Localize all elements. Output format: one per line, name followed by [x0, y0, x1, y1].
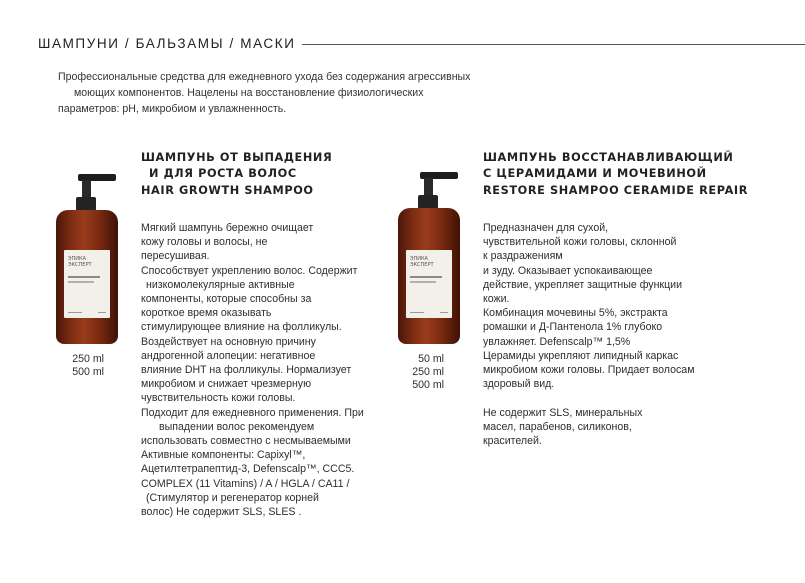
- desc-line: выпадении волос рекомендуем: [159, 420, 315, 433]
- desc-line: красителей.: [483, 435, 542, 448]
- product-description: [483, 221, 728, 448]
- product-description: [141, 221, 386, 519]
- desc-line: использовать совместно с несмываемыми: [141, 435, 351, 448]
- volume-option: 500 ml: [412, 379, 444, 391]
- volume-option: 50 ml: [418, 353, 444, 365]
- product-title: [483, 150, 748, 199]
- desc-line: чувствительной кожи головы, склонной: [483, 236, 677, 249]
- desc-line: низкомолекулярные активные: [146, 278, 295, 291]
- desc-line: чувствительность кожи головы.: [141, 392, 296, 405]
- desc-line: компоненты, которые способны за: [141, 293, 312, 306]
- desc-line: [483, 391, 728, 405]
- desc-line: увлажняет. Defenscalp™ 1,5%: [483, 335, 631, 348]
- intro-line: Профессиональные средства для ежедневного ухода без содержания агрессивных: [58, 71, 471, 83]
- volume-option: 250 ml: [412, 366, 444, 378]
- desc-line: андрогенной алопеции: негативное: [141, 349, 316, 362]
- desc-line: кожи.: [483, 293, 510, 306]
- desc-line: микробиом кожи головы. Придает волосам: [483, 364, 695, 377]
- volume-list: [388, 353, 444, 392]
- desc-line: Комбинация мочевины 5%, экстракта: [483, 307, 668, 320]
- desc-line: действие, укрепляет защитные функции: [483, 278, 682, 291]
- desc-line: масел, парабенов, силиконов,: [483, 420, 632, 433]
- desc-line: кожу головы и волосы, не: [141, 236, 268, 249]
- desc-line: Мягкий шампунь бережно очищает: [141, 222, 314, 234]
- product-title-line: С ЦЕРАМИДАМИ И МОЧЕВИНОЙ: [483, 167, 707, 181]
- desc-line: Подходит для ежедневного применения. При: [141, 406, 364, 419]
- desc-line: Ацетилтетрапептид-3, Defenscalp™, ССС5.: [141, 463, 355, 476]
- bottle-label: ЭПИКА ЭКСПЕРТ: [410, 256, 434, 268]
- desc-line: Способствует укреплению волос. Содержит: [141, 264, 358, 277]
- product-title-line: И ДЛЯ РОСТА ВОЛОС: [149, 167, 297, 181]
- desc-line: стимулирующее влияние на фолликулы.: [141, 321, 342, 334]
- product-bottle-image: [54, 170, 120, 345]
- desc-line: здоровый вид.: [483, 378, 555, 391]
- product-title: [141, 150, 332, 199]
- desc-line: волос) Не содержит SLS, SLES .: [141, 506, 302, 519]
- desc-line: Церамиды укрепляют липидный каркас: [483, 349, 679, 362]
- product-title-line: RESTORE SHAMPOO CERAMIDE REPAIR: [483, 183, 749, 197]
- desc-line: к раздражениям: [483, 250, 563, 263]
- intro-paragraph: [58, 69, 530, 117]
- desc-line: Предназначен для сухой,: [483, 222, 609, 234]
- bottle-label: ЭПИКА ЭКСПЕРТ: [68, 256, 92, 268]
- desc-line: Активные компоненты: Capixyl™,: [141, 449, 306, 462]
- desc-line: COMPLEX (11 Vitamins) / A / HGLA / CA11 /: [141, 477, 350, 490]
- desc-line: Воздействует на основную причину: [141, 335, 316, 348]
- desc-line: (Стимулятор и регенератор корней: [146, 491, 319, 504]
- desc-line: пересушивая.: [141, 250, 210, 263]
- desc-line: влияние DHT на фолликулы. Нормализует: [141, 364, 352, 377]
- intro-line: параметров: pH, микробиом и увлажненность.: [58, 103, 287, 115]
- desc-line: ромашки и Д-Пантенола 1% глубоко: [483, 321, 663, 334]
- desc-line: микробиом и снижает чрезмерную: [141, 378, 312, 391]
- desc-line: Не содержит SLS, минеральных: [483, 406, 643, 419]
- intro-line: моющих компонентов. Нацелены на восстановление физиологических: [74, 87, 424, 99]
- volume-option: 500 ml: [72, 366, 104, 378]
- desc-line: короткое время оказывать: [141, 307, 272, 320]
- product-title-line: ШАМПУНЬ ОТ ВЫПАДЕНИЯ: [141, 151, 333, 164]
- product-title-line: HAIR GROWTH SHAMPOO: [141, 183, 314, 197]
- product-bottle-image: [396, 168, 462, 345]
- product-title-line: ШАМПУНЬ ВОССТАНАВЛИВАЮЩИЙ: [483, 151, 734, 164]
- volume-option: 250 ml: [72, 353, 104, 365]
- section-title: ШАМПУНИ / БАЛЬЗАМЫ / МАСКИ: [38, 36, 296, 51]
- desc-line: и зуду. Оказывает успокаивающее: [483, 264, 653, 277]
- title-divider: [302, 44, 805, 45]
- volume-list: [40, 353, 104, 379]
